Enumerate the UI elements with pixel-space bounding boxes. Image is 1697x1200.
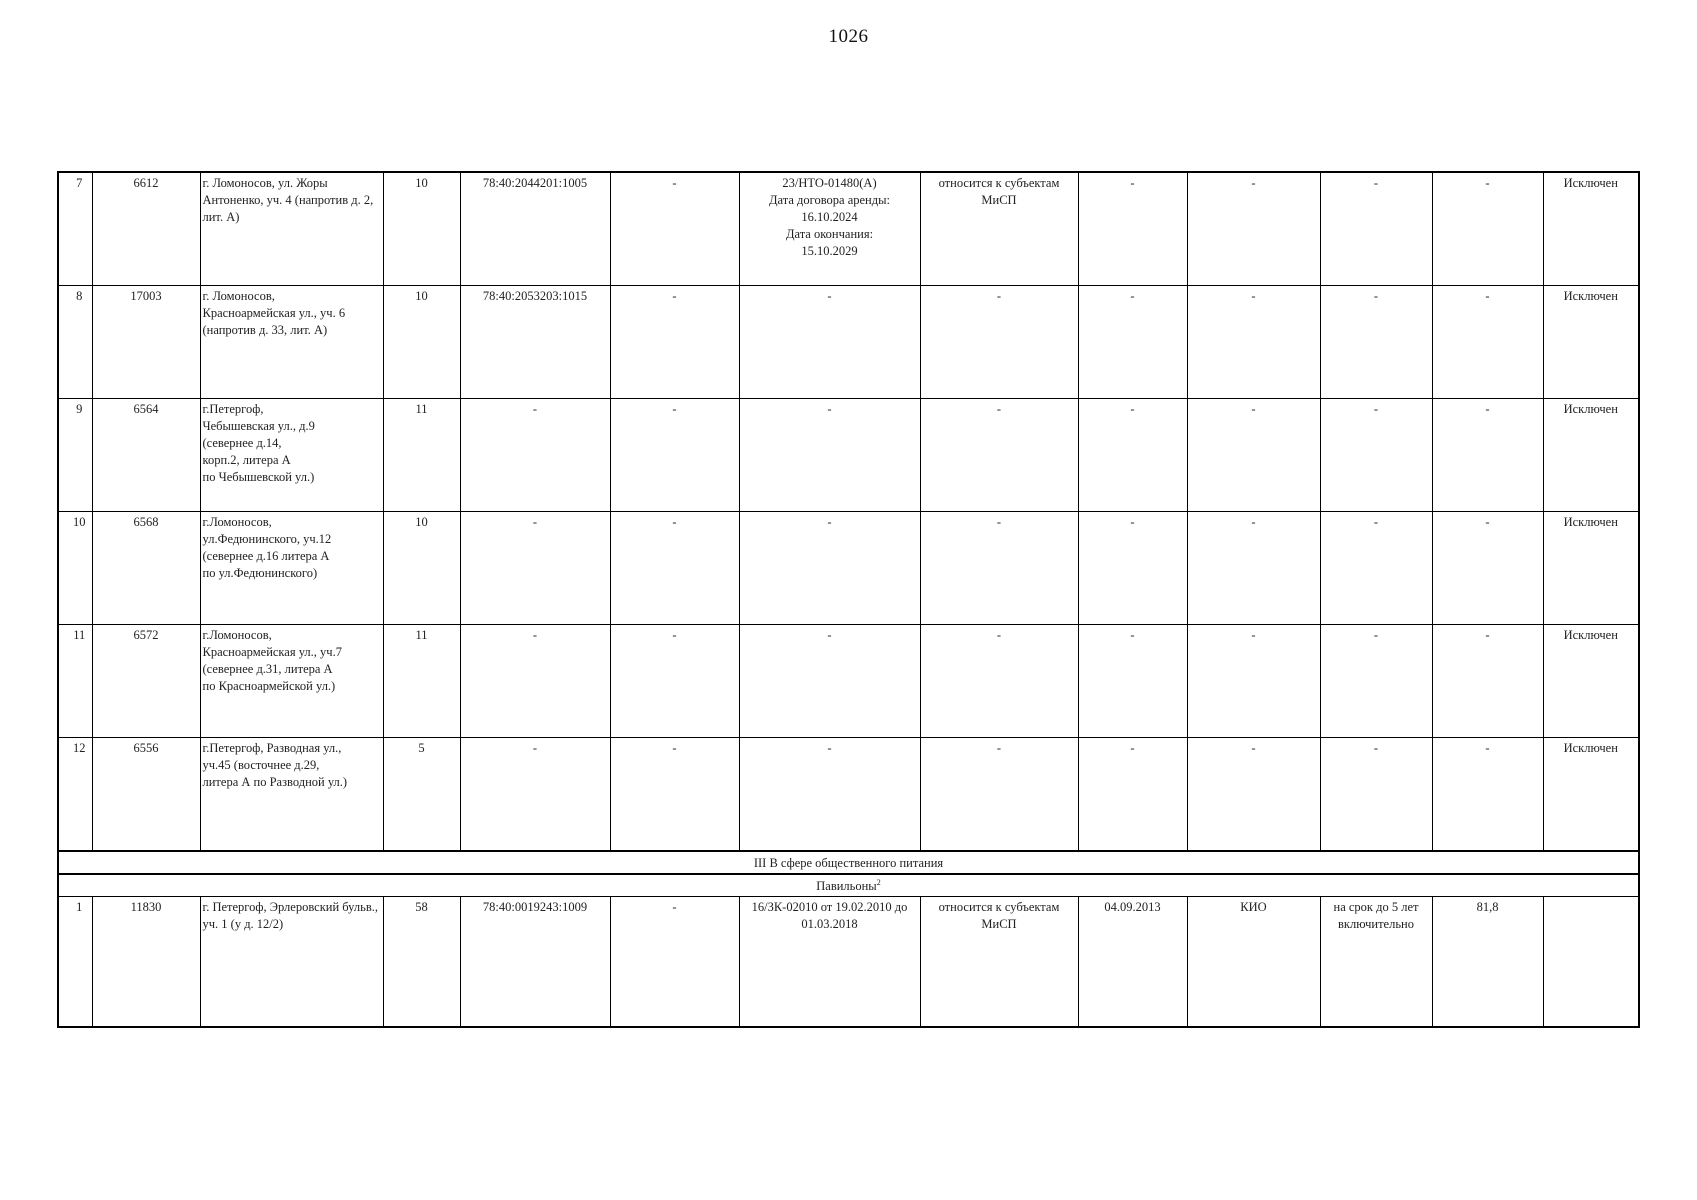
cadastral-number: - [460,625,610,738]
section-heading-row [58,851,1639,874]
smsp-status: относится к субъектам МиСП [920,172,1078,286]
smsp-status: - [920,625,1078,738]
status: Исключен [1543,625,1639,738]
contract-info: - [739,399,920,512]
organization: - [1187,512,1320,625]
status: Исключен [1543,399,1639,512]
column-6: - [610,512,739,625]
row-number: 10 [58,512,92,625]
table-row [58,625,1639,738]
address: г. Ломоносов, Красноармейская ул., уч. 6 (напротив д. 33, лит. А) [200,286,383,399]
smsp-status: - [920,286,1078,399]
cadastral-number: - [460,512,610,625]
organization: - [1187,738,1320,852]
table-row [58,512,1639,625]
area: - [1432,286,1543,399]
object-id: 17003 [92,286,200,399]
row-number: 12 [58,738,92,852]
area: 81,8 [1432,897,1543,1028]
area: - [1432,172,1543,286]
table-row [58,897,1639,1028]
district-number: 11 [383,399,460,512]
address: г.Петергоф, Чебышевская ул., д.9 (севернее д.14, корп.2, литера А по Чебышевской ул.) [200,399,383,512]
address: г.Ломоносов, Красноармейская ул., уч.7 (севернее д.31, литера А по Красноармейской ул.) [200,625,383,738]
term: - [1320,512,1432,625]
contract-info: - [739,286,920,399]
page-number: 1026 [828,26,869,47]
row-number: 7 [58,172,92,286]
date: 04.09.2013 [1078,897,1187,1028]
status: Исключен [1543,172,1639,286]
status: Исключен [1543,738,1639,852]
smsp-status: - [920,738,1078,852]
district-number: 5 [383,738,460,852]
table-row [58,399,1639,512]
date: - [1078,172,1187,286]
subsection-heading [58,874,1639,897]
table-row [58,172,1639,286]
status [1543,897,1639,1028]
object-id: 11830 [92,897,200,1028]
address: г.Ломоносов, ул.Федюнинского, уч.12 (севернее д.16 литера А по ул.Федюнинского) [200,512,383,625]
date: - [1078,399,1187,512]
term: - [1320,625,1432,738]
district-number: 10 [383,512,460,625]
object-id: 6568 [92,512,200,625]
district-number: 10 [383,172,460,286]
row-number: 9 [58,399,92,512]
object-id: 6556 [92,738,200,852]
area: - [1432,738,1543,852]
cadastral-number: 78:40:0019243:1009 [460,897,610,1028]
address: г. Петергоф, Эрлеровский бульв., уч. 1 (у д. 12/2) [200,897,383,1028]
date: - [1078,738,1187,852]
section-title: III В сфере общественного питания [58,851,1639,874]
row-number: 8 [58,286,92,399]
area: - [1432,399,1543,512]
registry-table [57,171,1640,1028]
smsp-status: - [920,512,1078,625]
term: - [1320,286,1432,399]
cadastral-number: - [460,399,610,512]
cadastral-number: 78:40:2044201:1005 [460,172,610,286]
address: г. Ломоносов, ул. Жоры Антоненко, уч. 4 (напротив д. 2, лит. А) [200,172,383,286]
column-6: - [610,286,739,399]
column-6: - [610,897,739,1028]
column-6: - [610,399,739,512]
cadastral-number: 78:40:2053203:1015 [460,286,610,399]
area: - [1432,625,1543,738]
status: Исключен [1543,286,1639,399]
contract-info: 23/НТО-01480(А) Дата договора аренды: 16.10.2024 Дата окончания: 15.10.2029 [739,172,920,286]
organization: - [1187,399,1320,512]
contract-info: 16/ЗК-02010 от 19.02.2010 до 01.03.2018 [739,897,920,1028]
object-id: 6572 [92,625,200,738]
row-number: 1 [58,897,92,1028]
smsp-status: - [920,399,1078,512]
organization: - [1187,625,1320,738]
contract-info: - [739,738,920,852]
date: - [1078,286,1187,399]
term: - [1320,399,1432,512]
contract-info: - [739,512,920,625]
column-6: - [610,172,739,286]
district-number: 10 [383,286,460,399]
row-number: 11 [58,625,92,738]
subsection-title: Павильоны [816,879,877,893]
subsection-heading-row [58,874,1639,897]
date: - [1078,512,1187,625]
organization: КИО [1187,897,1320,1028]
organization: - [1187,172,1320,286]
object-id: 6564 [92,399,200,512]
district-number: 11 [383,625,460,738]
footnote-marker: 2 [876,877,881,887]
area: - [1432,512,1543,625]
term: - [1320,172,1432,286]
cadastral-number: - [460,738,610,852]
table-row [58,286,1639,399]
term: - [1320,738,1432,852]
district-number: 58 [383,897,460,1028]
contract-info: - [739,625,920,738]
address: г.Петергоф, Разводная ул., уч.45 (восточнее д.29, литера А по Разводной ул.) [200,738,383,852]
date: - [1078,625,1187,738]
organization: - [1187,286,1320,399]
table-row [58,738,1639,852]
column-6: - [610,625,739,738]
object-id: 6612 [92,172,200,286]
status: Исключен [1543,512,1639,625]
term: на срок до 5 лет включительно [1320,897,1432,1028]
smsp-status: относится к субъектам МиСП [920,897,1078,1028]
column-6: - [610,738,739,852]
